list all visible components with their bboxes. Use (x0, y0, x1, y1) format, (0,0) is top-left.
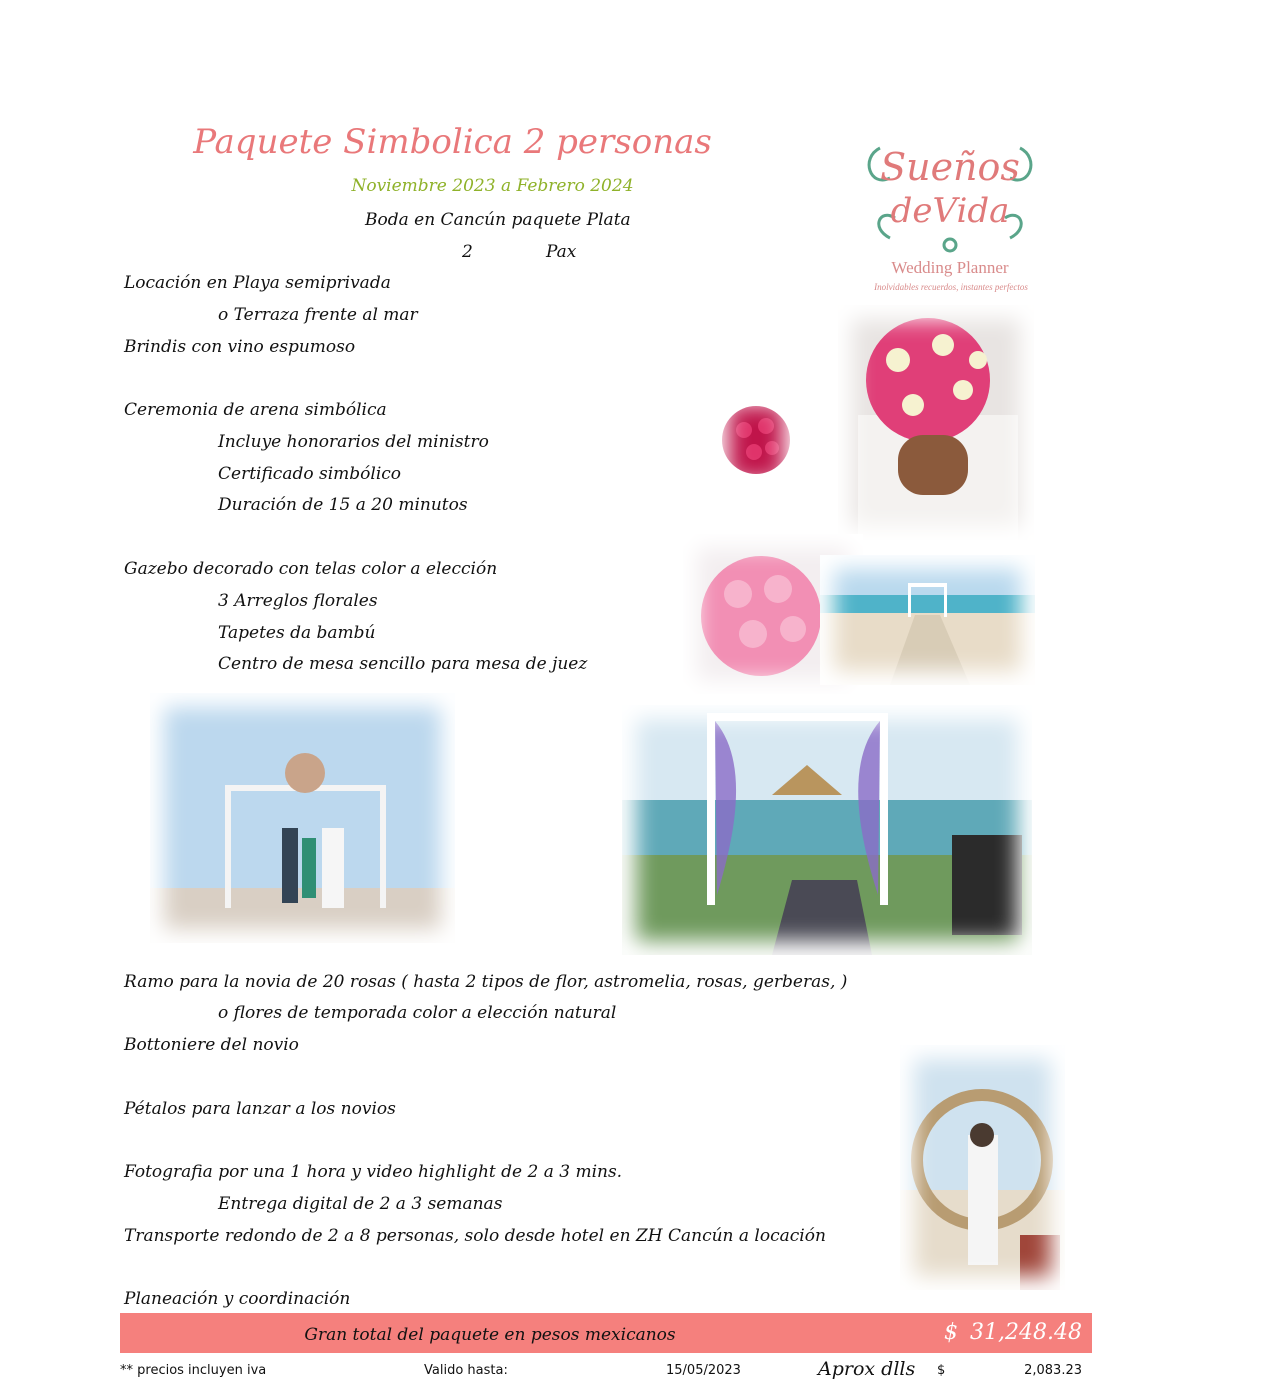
item-ceremony: Ceremonia de arena simbólica (124, 400, 387, 420)
usd-amount: 2,083.23 (1024, 1363, 1082, 1378)
item-petals: Pétalos para lanzar a los novios (124, 1099, 396, 1119)
total-label: Gran total del paquete en pesos mexicanos (304, 1325, 676, 1345)
beach-aisle-photo (820, 555, 1035, 685)
item-duration: Duración de 15 a 20 minutos (218, 495, 468, 515)
item-seasonal-flowers: o flores de temporada color a elección natural (218, 1003, 617, 1023)
pax-count: 2 (462, 242, 473, 262)
terrace-gazebo-photo (622, 705, 1032, 955)
item-photo-video: Fotografia por una 1 hora y video highlight de 2 a 3 mins. (124, 1162, 623, 1182)
tax-note: ** precios incluyen iva (120, 1363, 267, 1378)
usd-label: Aprox dlls (818, 1358, 916, 1380)
gazebo-couple-photo (150, 693, 455, 943)
date-range: Noviembre 2023 a Febrero 2024 (351, 176, 634, 196)
item-planning: Planeación y coordinación (124, 1289, 351, 1309)
logo-subtitle: Wedding Planner (891, 258, 1009, 277)
item-boutonniere: Bottoniere del novio (124, 1035, 299, 1055)
bride-bouquet-photo (838, 305, 1034, 540)
logo-line2: deVida (890, 191, 1010, 231)
logo-line1: Sueños (880, 145, 1020, 189)
total-amount: 31,248.48 (970, 1320, 1082, 1345)
red-roses-photo (714, 390, 798, 495)
item-bouquet: Ramo para la novia de 20 rosas ( hasta 2 tipos de flor, astromelia, rosas, gerberas, ) (124, 972, 848, 992)
item-mats: Tapetes da bambú (218, 623, 376, 643)
item-centerpiece: Centro de mesa sencillo para mesa de juez (218, 654, 588, 674)
package-name: Boda en Cancún paquete Plata (365, 210, 631, 230)
total-currency: $ (944, 1320, 958, 1345)
item-gazebo: Gazebo decorado con telas color a elección (124, 559, 498, 579)
pax-label: Pax (546, 242, 577, 262)
valid-label: Valido hasta: (424, 1363, 508, 1378)
usd-currency: $ (937, 1363, 946, 1378)
item-terrace: o Terraza frente al mar (218, 305, 418, 325)
item-minister: Incluye honorarios del ministro (218, 432, 489, 452)
item-transport: Transporte redondo de 2 a 8 personas, solo desde hotel en ZH Cancún a locación (124, 1226, 826, 1246)
item-digital-delivery: Entrega digital de 2 a 3 semanas (218, 1194, 503, 1214)
item-location: Locación en Playa semiprivada (124, 273, 391, 293)
logo-tagline: Inolvidables recuerdos, instantes perfectos (874, 282, 1028, 292)
item-toast: Brindis con vino espumoso (124, 337, 356, 357)
valid-date: 15/05/2023 (666, 1363, 741, 1378)
item-floral: 3 Arreglos florales (218, 591, 378, 611)
item-certificate: Certificado simbólico (218, 464, 402, 484)
floral-arch-couple-photo (900, 1045, 1065, 1290)
page-title: Paquete Simbolica 2 personas (193, 122, 712, 162)
